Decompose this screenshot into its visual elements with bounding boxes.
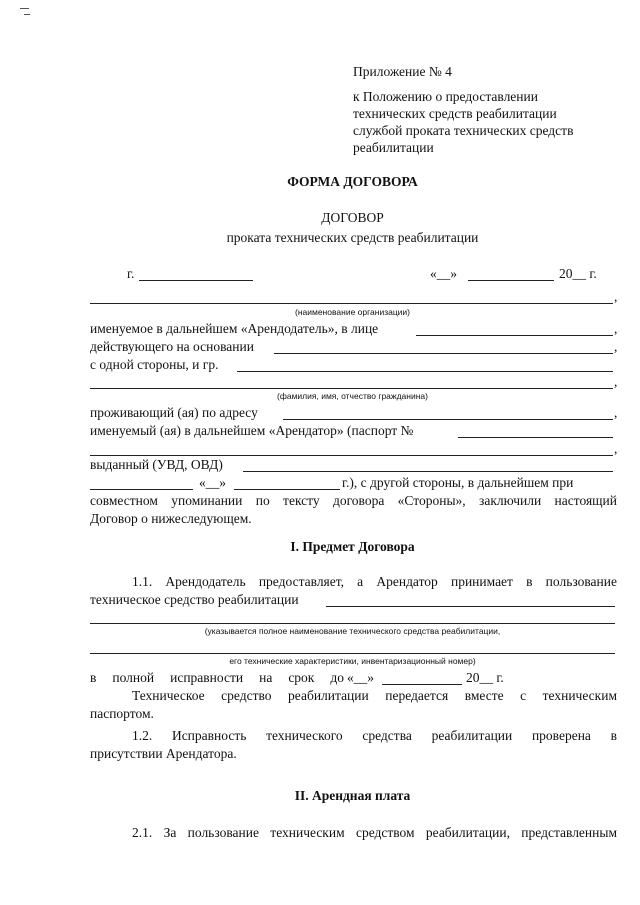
tsr-specs-blank <box>90 653 615 654</box>
clause-1-1-object: техническое средство реабилитации <box>90 592 299 607</box>
clause-1-2-tail: присутствии Арендатора. <box>90 746 237 761</box>
caption-tsr-specs: его технические характеристики, инвентаризационный номер) <box>229 656 476 666</box>
address-line-text: проживающий (ая) по адресу <box>90 405 258 420</box>
tsr-name-blank-2 <box>90 623 615 624</box>
appendix-line-1: к Положению о предоставлении <box>353 89 538 104</box>
scan-mark <box>20 8 29 9</box>
issued-date-quote: «__» <box>199 475 226 490</box>
landlord-line-text: именуемое в дальнейшем «Арендодатель», в лице <box>90 321 379 336</box>
place-blank <box>139 280 253 281</box>
issued-by-blank <box>243 471 613 472</box>
condition-term-quote: «__» <box>347 670 374 685</box>
place-label: г. <box>127 266 135 281</box>
issued-month-blank <box>234 489 340 490</box>
passport-transfer-tail: паспортом. <box>90 706 154 721</box>
document-title: ДОГОВОР <box>321 210 384 225</box>
basis-line-text: действующего на основании <box>90 339 254 354</box>
appendix-line-4: реабилитации <box>353 140 434 155</box>
below-text: Договор о нижеследующем. <box>90 511 252 526</box>
clause-2-1-text: 2.1. За пользование техническим средством реабилитации, представленным <box>132 825 617 840</box>
passport-comma: , <box>614 441 618 456</box>
citizen-blank-2 <box>90 388 613 389</box>
date-month-blank <box>468 280 554 281</box>
basis-blank <box>274 353 613 354</box>
section-2-title: II. Арендная плата <box>294 788 411 803</box>
issued-line-text: выданный (УВД, ОВД) <box>90 457 223 472</box>
section-1-title: I. Предмет Договора <box>290 539 415 554</box>
tenant-line-text: именуемый (ая) в дальнейшем «Арендатор» (паспорт № <box>90 423 414 438</box>
one-side-line-text: с одной стороны, и гр. <box>90 357 219 372</box>
org-name-comma: , <box>614 289 618 304</box>
citizen-comma: , <box>614 374 618 389</box>
caption-org: (наименование организации) <box>294 307 411 317</box>
appendix-line-2: технических средств реабилитации <box>353 106 557 121</box>
tsr-name-blank <box>326 606 615 607</box>
passport-blank-2 <box>90 455 613 456</box>
passport-transfer-text: Техническое средство реабилитации передается вместе с техническим <box>132 688 617 703</box>
address-blank <box>283 419 613 420</box>
scan-mark <box>24 14 30 15</box>
date-day-quote: «__» <box>430 266 457 281</box>
landlord-rep-blank <box>416 335 613 336</box>
clause-1-2-text: 1.2. Исправность технического средства реабилитации проверена в <box>132 728 617 743</box>
document-subtitle: проката технических средств реабилитации <box>226 230 479 245</box>
citizen-blank-1 <box>237 371 613 372</box>
condition-term-year: 20__ г. <box>466 670 504 685</box>
issued-day-blank <box>90 489 193 490</box>
landlord-comma: , <box>614 321 618 336</box>
org-name-blank <box>90 303 613 304</box>
joint-mention-text: совместном упоминании по тексту договора «Стороны», заключили настоящий <box>90 493 617 508</box>
address-comma: , <box>614 405 618 420</box>
clause-1-1-text: 1.1. Арендодатель предоставляет, а Арендатор принимает в пользование <box>132 574 617 589</box>
caption-fio: (фамилия, имя, отчество гражданина) <box>277 391 428 401</box>
appendix-line-3: службой проката технических средств <box>353 123 574 138</box>
appendix-title: Приложение № 4 <box>353 64 452 79</box>
basis-comma: , <box>614 339 618 354</box>
condition-term-text: в полной исправности на срок до <box>90 670 344 685</box>
passport-blank <box>458 437 613 438</box>
caption-tsr-name: (указывается полное наименование технического средства реабилитации, <box>204 626 501 636</box>
condition-term-month-blank <box>382 684 462 685</box>
date-year: 20__ г. <box>559 266 597 281</box>
form-title: ФОРМА ДОГОВОРА <box>287 174 418 189</box>
issued-tail-text: г.), с другой стороны, в дальнейшем при <box>342 475 574 490</box>
